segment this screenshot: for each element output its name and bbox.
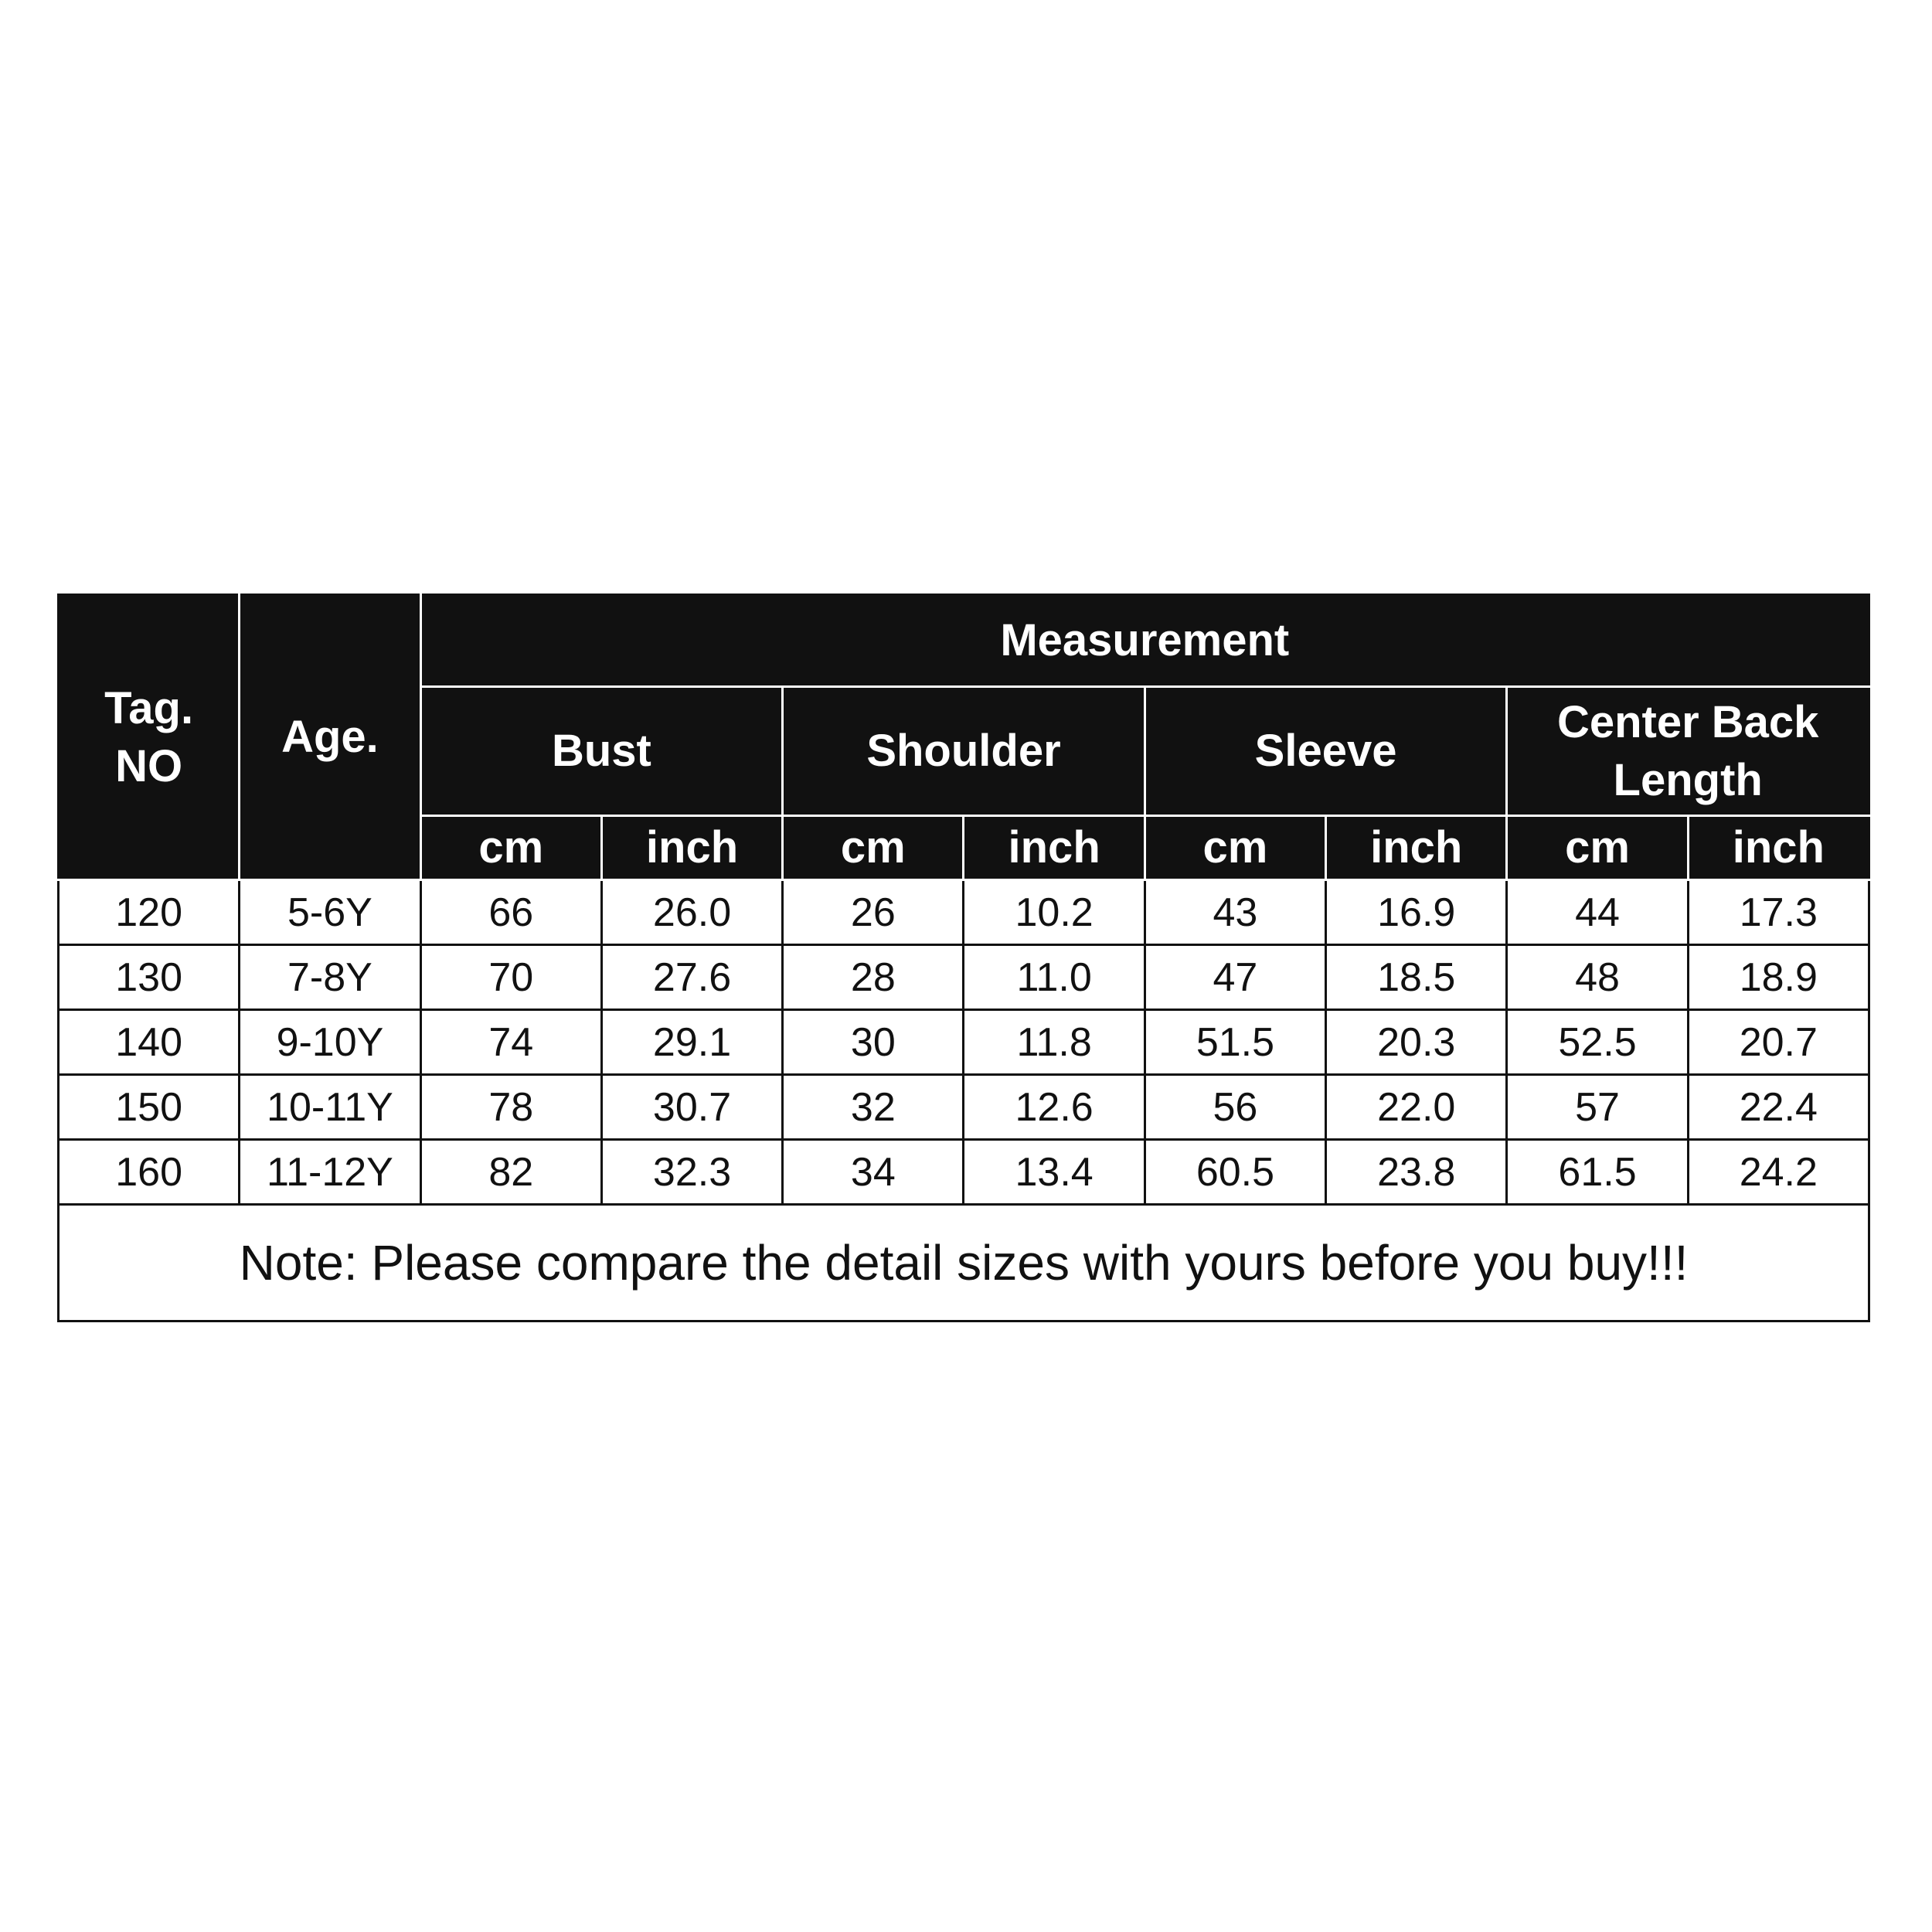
table-cell: 34 (783, 1140, 964, 1205)
table-cell: 56 (1145, 1075, 1325, 1140)
table-cell: 61.5 (1507, 1140, 1688, 1205)
table-cell: 150 (59, 1075, 240, 1140)
table-cell: 9-10Y (240, 1010, 420, 1075)
table-row (59, 1010, 1869, 1075)
header-unit: cm (420, 816, 601, 880)
header-unit: inch (964, 816, 1145, 880)
table-cell: 26.0 (601, 880, 782, 945)
table-cell: 82 (420, 1140, 601, 1205)
table-cell: 23.8 (1326, 1140, 1507, 1205)
header-unit: cm (783, 816, 964, 880)
table-cell: 160 (59, 1140, 240, 1205)
table-cell: 140 (59, 1010, 240, 1075)
table-cell: 43 (1145, 880, 1325, 945)
size-note: Note: Please compare the detail sizes with yours before you buy!!! (59, 1205, 1869, 1321)
table-cell: 44 (1507, 880, 1688, 945)
header-unit: inch (1688, 816, 1869, 880)
table-cell: 17.3 (1688, 880, 1869, 945)
table-cell: 60.5 (1145, 1140, 1325, 1205)
table-cell: 10.2 (964, 880, 1145, 945)
table-cell: 10-11Y (240, 1075, 420, 1140)
table-cell: 11-12Y (240, 1140, 420, 1205)
table-cell: 5-6Y (240, 880, 420, 945)
table-cell: 32.3 (601, 1140, 782, 1205)
table-cell: 30 (783, 1010, 964, 1075)
table-cell: 52.5 (1507, 1010, 1688, 1075)
table-cell: 51.5 (1145, 1010, 1325, 1075)
table-cell: 7-8Y (240, 945, 420, 1010)
table-cell: 78 (420, 1075, 601, 1140)
table-cell: 11.8 (964, 1010, 1145, 1075)
table-cell: 32 (783, 1075, 964, 1140)
table-cell: 74 (420, 1010, 601, 1075)
header-unit: inch (601, 816, 782, 880)
table-cell: 20.3 (1326, 1010, 1507, 1075)
table-cell: 12.6 (964, 1075, 1145, 1140)
header-group-center-back-length: Center Back Length (1507, 687, 1869, 816)
table-cell: 22.0 (1326, 1075, 1507, 1140)
table-cell: 16.9 (1326, 880, 1507, 945)
note-row (59, 1205, 1869, 1321)
table-cell: 27.6 (601, 945, 782, 1010)
table-cell: 29.1 (601, 1010, 782, 1075)
header-unit: cm (1145, 816, 1325, 880)
table-cell: 18.5 (1326, 945, 1507, 1010)
table-cell: 20.7 (1688, 1010, 1869, 1075)
table-cell: 11.0 (964, 945, 1145, 1010)
table-cell: 47 (1145, 945, 1325, 1010)
header-group-bust: Bust (420, 687, 783, 816)
table-cell: 70 (420, 945, 601, 1010)
table-cell: 22.4 (1688, 1075, 1869, 1140)
table-cell: 26 (783, 880, 964, 945)
header-group-sleeve: Sleeve (1145, 687, 1507, 816)
table-cell: 30.7 (601, 1075, 782, 1140)
table-cell: 130 (59, 945, 240, 1010)
size-chart-table (57, 594, 1870, 1322)
table-row (59, 945, 1869, 1010)
table-cell: 48 (1507, 945, 1688, 1010)
table-cell: 57 (1507, 1075, 1688, 1140)
table-row (59, 1140, 1869, 1205)
header-measurement: Measurement (420, 595, 1869, 687)
table-cell: 24.2 (1688, 1140, 1869, 1205)
header-unit: cm (1507, 816, 1688, 880)
table-row (59, 1075, 1869, 1140)
table-cell: 66 (420, 880, 601, 945)
table-cell: 120 (59, 880, 240, 945)
table-row (59, 880, 1869, 945)
table-cell: 28 (783, 945, 964, 1010)
header-age: Age. (240, 595, 420, 880)
table-cell: 13.4 (964, 1140, 1145, 1205)
header-unit: inch (1326, 816, 1507, 880)
table-cell: 18.9 (1688, 945, 1869, 1010)
header-tag-no: Tag. NO (59, 595, 240, 880)
header-group-shoulder: Shoulder (783, 687, 1145, 816)
